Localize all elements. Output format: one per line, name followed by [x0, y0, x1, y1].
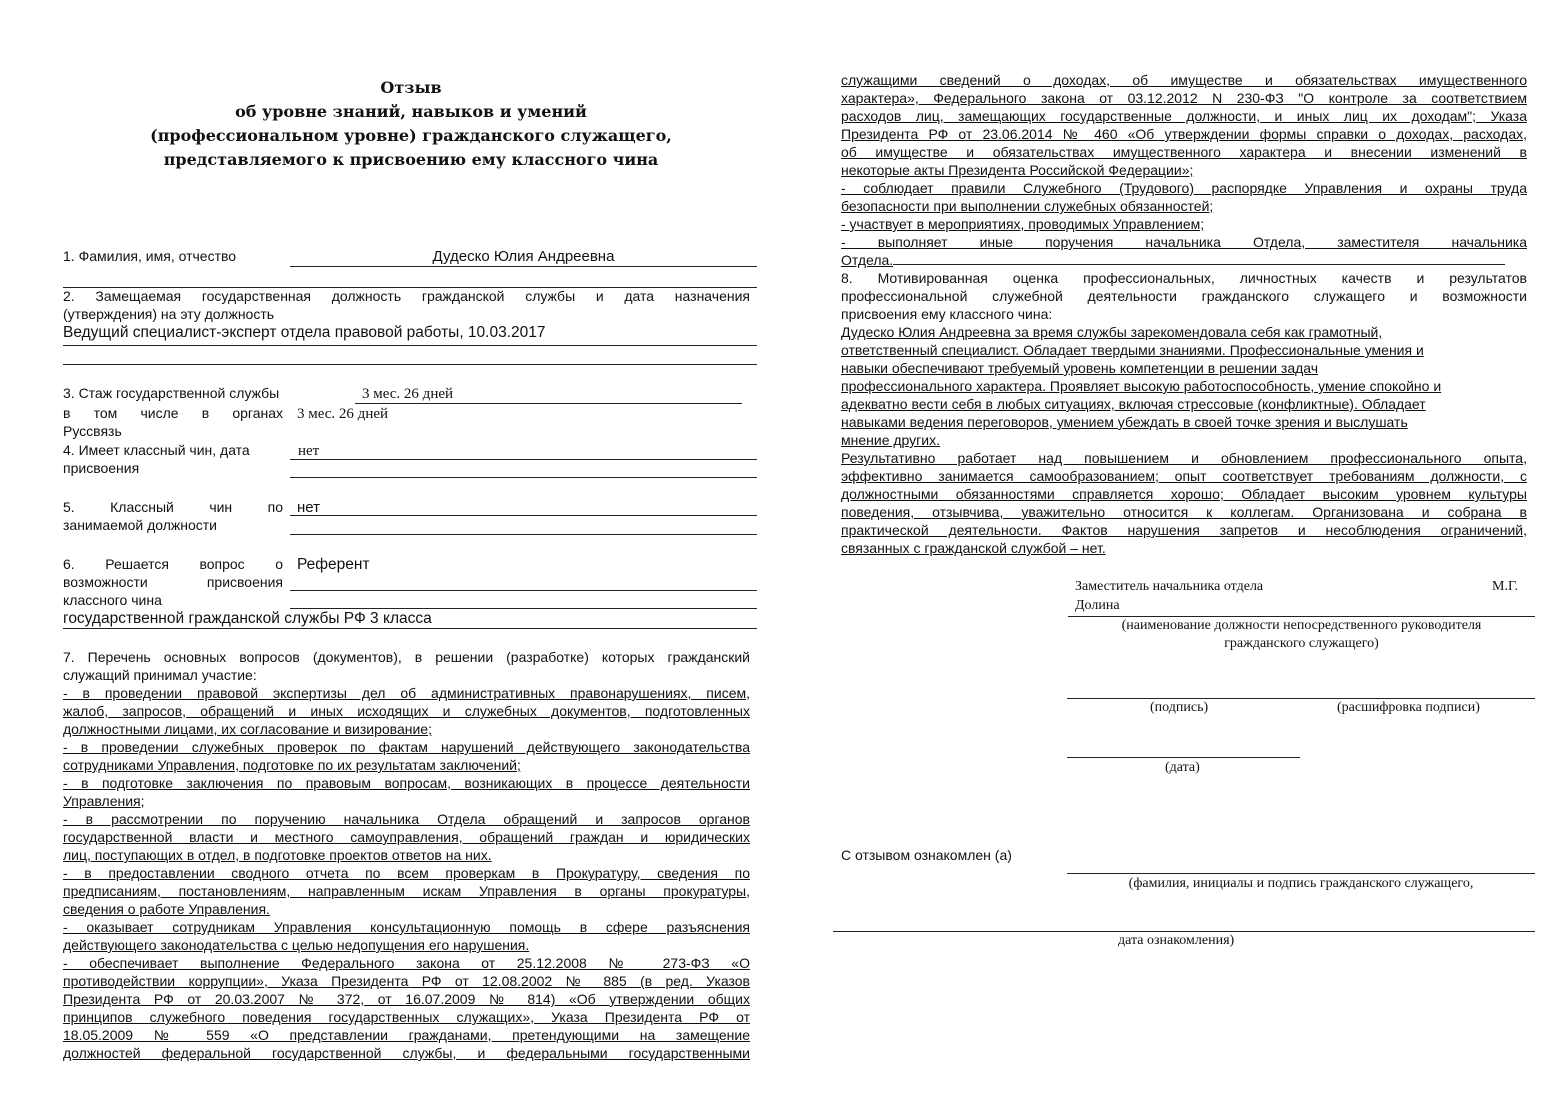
text-line-content: - в предоставлении сводного отчета по всем проверкам в Прокуратуру, сведения по — [63, 865, 750, 881]
text-line-content: - оказывает сотрудникам Управления консультационную помощь в сфере разъяснения — [63, 919, 750, 935]
text-line — [63, 900, 750, 918]
text-line-content: действующего законодательства с целью недопущения его нарушения. — [63, 937, 530, 953]
text-line-content: 7. Перечень основных вопросов (документов), в решении (разработке) которых гражданский — [63, 649, 750, 665]
text-line — [63, 1008, 750, 1026]
field-assign-label: классного чина — [63, 592, 162, 608]
text-line-content: - в подготовке заключения по правовым вопросам, возникающих в процессе деятельности — [63, 775, 750, 791]
text-line-content: принципов служебного поведения государственных служащих», Указа Президента РФ от — [63, 1009, 750, 1025]
divider — [290, 608, 757, 609]
text-line-content: мнение других. — [841, 432, 940, 448]
supervisor-position: Заместитель начальника отдела — [1075, 579, 1264, 594]
text-line — [841, 233, 1527, 251]
text-line — [841, 449, 1527, 467]
text-line — [841, 143, 1527, 161]
text-line-content: - в проведении служебных проверок по фактам нарушений действующего законодательства — [63, 739, 750, 755]
text-line-content: присвоения ему классного чина: — [841, 306, 1053, 322]
supervisor-surname: Долина — [1075, 598, 1120, 613]
text-line — [841, 359, 1527, 377]
document-subtitle: (профессиональном уровне) гражданского служащего, — [150, 126, 672, 145]
text-line-content: предписаниям, постановлениям, направленным искам Управления в органы прокуратуры, — [63, 883, 750, 899]
field-service-agency-label: в том числе в органах — [63, 405, 283, 421]
text-line-content: служащими сведений о доходах, об имуществе и обязательствах имущественного — [841, 72, 1527, 88]
field-assign-label: 6. Решается вопрос о — [63, 556, 283, 572]
text-line-content: ответственный специалист. Обладает твердыми знаниями. Профессиональные умения и — [841, 342, 1424, 358]
field-position-rank-label: занимаемой должности — [63, 517, 218, 533]
field-service-agency-label: Руссвязь — [63, 423, 122, 439]
text-line-content: служащий принимал участие: — [63, 667, 257, 683]
divider — [63, 628, 757, 629]
text-line-content: государственной власти и местного самоуправления, обращений граждан и юридических — [63, 829, 750, 845]
text-line — [841, 125, 1527, 143]
text-line — [841, 179, 1527, 197]
field-service-label: 3. Стаж государственной службы — [63, 385, 280, 401]
text-line — [63, 810, 750, 828]
text-line-content: Дудеско Юлия Андреевна за время службы зарекомендовала себя как грамотный, — [841, 324, 1383, 340]
decode-caption: (расшифровка подписи) — [1337, 700, 1480, 715]
divider — [290, 459, 757, 460]
date-line — [1067, 757, 1300, 758]
date-caption: (дата) — [1165, 760, 1200, 775]
text-line — [63, 1026, 750, 1044]
text-line — [841, 521, 1527, 539]
text-line — [841, 215, 1527, 233]
text-line-content: - в проведении правовой экспертизы дел об административных правонарушениях, писем, — [63, 685, 750, 701]
text-line-content: лиц, поступающих в отдел, в подготовке проектов ответов на них. — [63, 847, 492, 863]
text-line — [841, 467, 1527, 485]
text-line — [63, 846, 750, 864]
field-class-rank-label: присвоения — [63, 460, 140, 476]
text-line-content: расходов лиц, замещающих государственные должности, и иных лиц их доходам"; Указа — [841, 108, 1527, 124]
divider — [63, 345, 757, 346]
field-assign-label: возможности присвоения — [63, 574, 283, 590]
text-line-content: сведения о работе Управления. — [63, 901, 270, 917]
divider — [290, 477, 757, 478]
text-line-content: Результативно работает над повышением и обновлением профессионального опыта, — [841, 450, 1527, 466]
document-subtitle: об уровне знаний, навыков и умений — [235, 102, 587, 121]
text-line — [63, 774, 750, 792]
text-line — [63, 990, 750, 1008]
text-line-content: 18.05.2009 № 559 «О представлении гражданами, претендующими на замещение — [63, 1027, 750, 1043]
text-line-content: Управления; — [63, 793, 145, 809]
field-position-rank-label: 5. Классный чин по — [63, 499, 283, 515]
field-position-rank-value: нет — [297, 499, 320, 516]
divider — [290, 515, 757, 516]
field-position-value: Ведущий специалист-эксперт отдела правовой работы, 10.03.2017 — [63, 324, 546, 341]
field-service-value: 3 мес. 26 дней — [362, 386, 454, 402]
text-line — [63, 954, 750, 972]
document-subtitle: представляемого к присвоению ему классного чина — [163, 150, 659, 169]
text-line — [63, 648, 750, 666]
position-caption: гражданского служащего) — [1224, 636, 1379, 651]
divider — [63, 364, 757, 365]
text-line-content: - в рассмотрении по поручению начальника Отдела обращений и запросов органов — [63, 811, 750, 827]
field-position-label: (утверждения) на эту должность — [63, 306, 275, 322]
field-assign-value-rank: государственной гражданской службы РФ 3 класса — [63, 610, 432, 627]
text-line — [63, 936, 750, 954]
text-line-content: Президента РФ от 23.06.2014 № 460 «Об утверждении формы справки о доходах, расходах, — [841, 126, 1527, 142]
text-line-content: должностными лицами, их согласование и визирование; — [63, 721, 432, 737]
text-line-content: характера», Федерального закона от 03.12.2012 N 230-ФЗ "О контроле за соответствием — [841, 90, 1527, 106]
text-line-content: противодействии коррупции», Указа Президента РФ от 12.08.2002 № 885 (в ред. Указов — [63, 973, 750, 989]
acquainted-label: С отзывом ознакомлен (а) — [841, 847, 1012, 863]
acquainted-line — [1067, 873, 1535, 874]
text-line-content: адекватно вести себя в любых ситуациях, включая стрессовые (конфликтные). Обладает — [841, 396, 1426, 412]
field-name-value: Дудеско Юлия Андреевна — [432, 248, 615, 265]
text-line-content: Отдела. — [841, 252, 894, 268]
text-line-content: - выполняет иные поручения начальника Отдела, заместителя начальника — [841, 234, 1527, 250]
text-line-content: связанных с гражданской службой – нет. — [841, 540, 1106, 556]
text-line-content: должностей федеральной государственной службы, и федеральными государственными — [63, 1045, 750, 1061]
text-line-content: навыками ведения переговоров, умением убеждать в своей точке зрения и выслушать — [841, 414, 1408, 430]
text-line-content: должностными обязанностями справляется хорошо; Обладает высоким уровнем культуры — [841, 486, 1527, 502]
acquainted-date-caption: дата ознакомления) — [1118, 933, 1235, 948]
text-line — [63, 720, 750, 738]
fill-underline — [893, 251, 1505, 265]
text-line-content: поведения, отзывчива, уважительно относится к коллегам. Организована и собрана в — [841, 504, 1527, 520]
text-line — [63, 792, 750, 810]
text-line-content: профессионального характера. Проявляет высокую работоспособность, умение спокойно и — [841, 378, 1442, 394]
text-line — [841, 323, 1527, 341]
field-class-rank-value: нет — [298, 443, 320, 459]
text-line — [841, 251, 1527, 269]
field-class-rank-label: 4. Имеет классный чин, дата — [63, 442, 250, 458]
text-line — [841, 377, 1527, 395]
text-line-content: практической деятельности. Фактов нарушения запретов и несоблюдения ограничений, — [841, 522, 1527, 538]
text-line — [841, 503, 1527, 521]
text-line-content: навыки обеспечивают требуемый уровень компетенции в решении задач — [841, 360, 1319, 376]
field-service-agency-value: 3 мес. 26 дней — [297, 406, 389, 422]
text-line-content: эффективно занимается самообразованием; опыт соответствует требованиям должности, с — [841, 468, 1527, 484]
text-line — [63, 684, 750, 702]
text-line — [841, 539, 1527, 557]
text-line — [63, 702, 750, 720]
text-line — [63, 666, 750, 684]
text-line — [63, 738, 750, 756]
text-line — [841, 161, 1527, 179]
document-title: Отзыв — [380, 78, 442, 97]
divider — [290, 534, 757, 535]
text-line-content: - обеспечивает выполнение Федерального закона от 25.12.2008 № 273-ФЗ «О — [63, 955, 750, 971]
text-line — [63, 864, 750, 882]
text-line — [841, 431, 1527, 449]
position-caption: (наименование должности непосредственного руководителя — [1121, 618, 1482, 633]
text-line-content: сотрудниками Управления, подготовке по их результатам заключений; — [63, 757, 521, 773]
text-line-content: безопасности при выполнении служебных обязанностей; — [841, 198, 1214, 214]
text-line — [841, 485, 1527, 503]
text-line — [841, 413, 1527, 431]
text-line — [63, 1044, 750, 1062]
acquainted-caption: (фамилия, инициалы и подпись гражданского служащего, — [1128, 876, 1474, 891]
text-line-content: - соблюдает правили Служебного (Трудового) распорядке Управления и охраны труда — [841, 180, 1527, 196]
text-line-content: профессиональной служебной деятельности гражданского служащего и возможности — [841, 288, 1527, 304]
text-line — [841, 287, 1527, 305]
field-position-label: 2. Замещаемая государственная должность гражданской службы и дата назначения — [63, 288, 750, 304]
supervisor-initials: М.Г. — [1492, 579, 1518, 594]
text-line-content: некоторые акты Президента Российской Федерации»; — [841, 162, 1194, 178]
text-line — [841, 269, 1527, 287]
divider — [290, 266, 757, 267]
text-line — [841, 305, 1527, 323]
text-line-content: - участвует в мероприятиях, проводимых Управлением; — [841, 216, 1205, 232]
sign-caption: (подпись) — [1150, 700, 1209, 715]
text-line — [841, 395, 1527, 413]
text-line — [63, 972, 750, 990]
divider — [355, 403, 742, 404]
text-line — [841, 89, 1527, 107]
text-line — [63, 918, 750, 936]
text-line — [63, 756, 750, 774]
text-line-content: об имуществе и обязательствах имущественного характера и внесении изменений в — [841, 144, 1527, 160]
text-line — [841, 107, 1527, 125]
text-line — [841, 71, 1527, 89]
text-line-content: Президента РФ от 20.03.2007 № 372, от 16.07.2009 № 814) «Об утверждении общих — [63, 991, 750, 1007]
field-assign-value: Референт — [297, 556, 370, 573]
text-line-content: 8. Мотивированная оценка профессиональных, личностных качеств и результатов — [841, 270, 1527, 286]
divider — [290, 590, 757, 591]
text-line — [63, 882, 750, 900]
text-line-content: жалоб, запросов, обращений и иных исходящих и служебных документов, подготовленных — [63, 703, 750, 719]
text-line — [841, 341, 1527, 359]
text-line — [841, 197, 1527, 215]
text-line — [63, 828, 750, 846]
field-name-label: 1. Фамилия, имя, отчество — [63, 248, 237, 264]
